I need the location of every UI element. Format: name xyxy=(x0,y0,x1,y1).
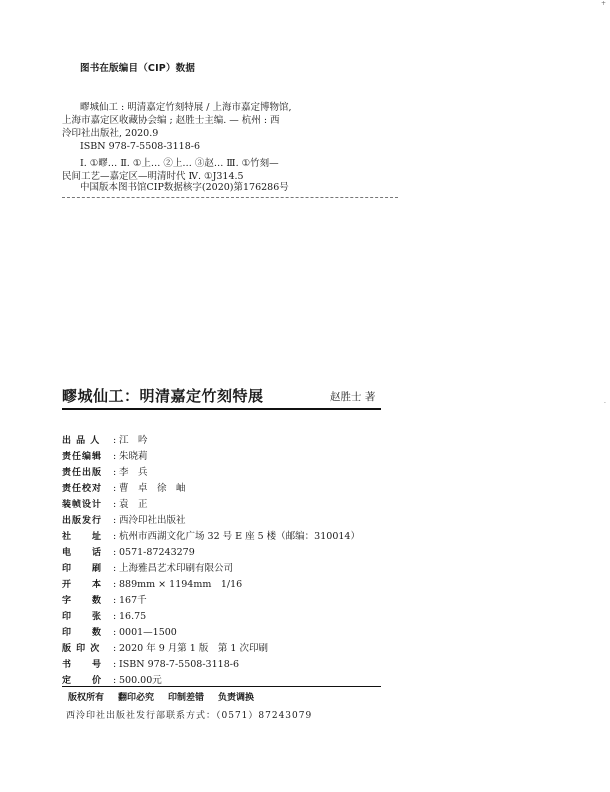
credit-label: 装帧设计 xyxy=(62,500,103,510)
credit-label: 社 址 xyxy=(62,532,103,542)
credit-row: 版 印 次 : 2020 年 9 月第 1 版 第 1 次印刷 xyxy=(62,641,268,656)
publisher-contact: 西泠印社出版社发行部联系方式：（0571）87243079 xyxy=(66,711,313,721)
rights-statement xyxy=(68,690,268,703)
credit-label: 版 印 次 xyxy=(62,644,101,654)
credit-row: 定 价 : 500.00元 xyxy=(62,673,162,688)
credit-label: 开 本 xyxy=(62,580,103,590)
book-author: 赵胜士 著 xyxy=(330,391,376,403)
credit-label: 定 价 xyxy=(62,676,103,686)
cip-line: 泠印社出版社, 2020.9 xyxy=(62,128,159,139)
credit-value: 李 兵 xyxy=(119,467,148,478)
credit-row: 社 址 : 杭州市西湖文化广场 32 号 E 座 5 楼（邮编：310014） xyxy=(62,529,360,544)
cip-divider xyxy=(62,197,398,198)
credit-row: 责任编辑 : 朱晓莉 xyxy=(62,449,148,464)
cip-isbn: ISBN 978-7-5508-3118-6 xyxy=(80,141,200,152)
credit-value: 167千 xyxy=(119,595,147,606)
cip-classification: Ⅰ. ①疁… Ⅱ. ①上… ②上… ③赵… Ⅲ. ①竹刻— xyxy=(80,158,279,169)
rights-item: 负责调换 xyxy=(218,693,255,703)
rights-item: 印制差错 xyxy=(168,693,205,703)
credit-row: 责任出版 : 李 兵 xyxy=(62,465,148,480)
crop-mark: + xyxy=(601,0,607,7)
credit-value: 江 吟 xyxy=(119,435,148,446)
credit-value: 500.00元 xyxy=(119,675,162,686)
credit-label: 印 张 xyxy=(62,612,103,622)
credit-row: 电 话 : 0571-87243279 xyxy=(62,545,195,560)
rights-item: 版权所有 xyxy=(68,693,105,703)
book-title: 疁城仙工：明清嘉定竹刻特展 xyxy=(62,387,264,405)
credit-label: 电 话 xyxy=(62,548,103,558)
cip-heading: 图书在版编目（CIP）数据 xyxy=(80,63,196,74)
credit-row: 字 数 : 167千 xyxy=(62,593,147,608)
credit-value: 0571-87243279 xyxy=(119,547,195,558)
cip-line: 上海市嘉定区收藏协会编 ; 赵胜士主编. — 杭州 : 西 xyxy=(62,115,280,126)
credit-row: 责任校对 : 曹 卓 徐 岫 xyxy=(62,481,186,496)
credit-label: 责任编辑 xyxy=(62,452,103,462)
credit-label: 书 号 xyxy=(62,660,103,670)
credit-label: 印 数 xyxy=(62,628,103,638)
credit-row: 出版发行 : 西泠印社出版社 xyxy=(62,513,186,528)
credit-row: 装帧设计 : 袁 正 xyxy=(62,497,148,512)
credit-label: 印 刷 xyxy=(62,564,103,574)
credit-row: 印 张 : 16.75 xyxy=(62,609,146,624)
cip-classification: 民间工艺—嘉定区—明清时代 Ⅳ. ①J314.5 xyxy=(62,171,244,182)
credit-label: 责任校对 xyxy=(62,484,103,494)
credit-value: 0001—1500 xyxy=(119,627,177,638)
credit-label: 出 品 人 xyxy=(62,436,101,446)
cip-line: 疁城仙工 : 明清嘉定竹刻特展 / 上海市嘉定博物馆, xyxy=(80,102,292,113)
credit-value: 西泠印社出版社 xyxy=(119,515,186,526)
rights-item: 翻印必究 xyxy=(118,693,155,703)
title-rule xyxy=(62,408,381,410)
credit-value: 朱晓莉 xyxy=(119,451,148,462)
cip-record-number: 中国版本图书馆CIP数据核字(2020)第176286号 xyxy=(80,182,289,193)
credit-value: ISBN 978-7-5508-3118-6 xyxy=(119,659,239,670)
rights-rule xyxy=(62,686,381,687)
credit-label: 出版发行 xyxy=(62,516,103,526)
credit-row: 开 本 : 889mm × 1194mm 1/16 xyxy=(62,577,242,592)
credit-value: 上海雅昌艺术印刷有限公司 xyxy=(119,563,234,574)
credit-row: 印 数 : 0001—1500 xyxy=(62,625,177,640)
credit-value: 889mm × 1194mm 1/16 xyxy=(119,579,243,590)
credit-row: 出 品 人 : 江 吟 xyxy=(62,433,148,448)
credit-label: 字 数 xyxy=(62,596,103,606)
credit-label: 责任出版 xyxy=(62,468,103,478)
credit-value: 杭州市西湖文化广场 32 号 E 座 5 楼（邮编：310014） xyxy=(119,531,360,542)
credit-value: 曹 卓 徐 岫 xyxy=(119,483,186,494)
credit-value: 2020 年 9 月第 1 版 第 1 次印刷 xyxy=(119,643,268,654)
credit-row: 书 号 : ISBN 978-7-5508-3118-6 xyxy=(62,657,239,672)
credit-row: 印 刷 : 上海雅昌艺术印刷有限公司 xyxy=(62,561,233,576)
credit-value: 16.75 xyxy=(119,611,147,622)
credit-value: 袁 正 xyxy=(119,499,148,510)
edge-mark: · xyxy=(604,400,606,407)
